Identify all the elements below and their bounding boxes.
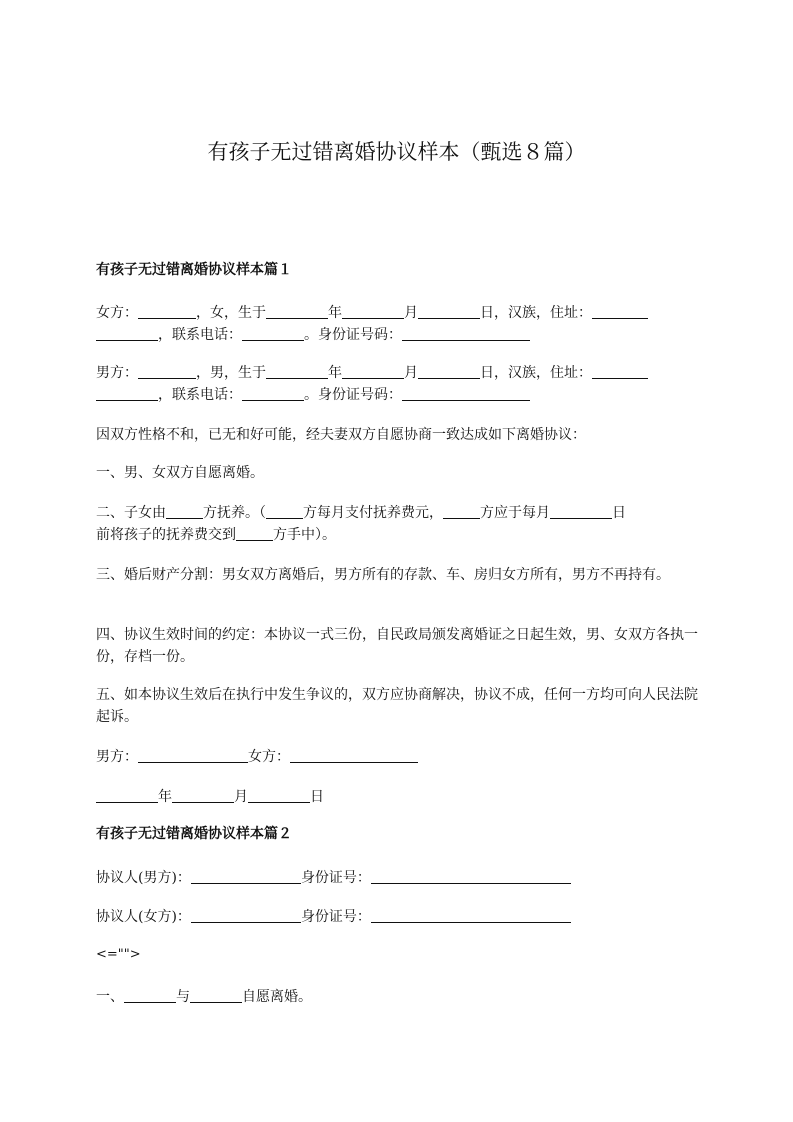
party-2-id-label: 身份证号：	[300, 909, 371, 925]
month-blank	[342, 364, 404, 379]
payer-blank	[266, 504, 303, 519]
recipient-blank	[236, 526, 273, 541]
phone-text: ，联系电话：	[158, 327, 242, 343]
payer-blank-2	[443, 504, 480, 519]
sign-female-label: 女方：	[248, 749, 290, 765]
date-year-blank	[96, 788, 158, 803]
clause-2-text-f: 前将孩子的抚养费交到	[96, 527, 236, 543]
sign-male-label: 男方：	[96, 749, 138, 765]
clause-2-text-d: 方应于每月	[480, 505, 550, 521]
party-2-name-blank	[191, 908, 301, 923]
pay-day-blank	[550, 504, 612, 519]
document-title: 有孩子无过错离婚协议样本（甄选８篇）	[207, 140, 586, 164]
address-blank-cont	[96, 386, 158, 401]
male-signature-blank	[138, 748, 248, 763]
stray-markup-text: <="">	[96, 947, 141, 962]
clause-2-text-b: 方抚养。（	[203, 505, 266, 521]
address-blank-cont	[96, 326, 158, 341]
party-1-name-blank	[191, 869, 301, 884]
date-day-blank	[248, 788, 310, 803]
party-1-label: 协议人(男方)：	[96, 870, 191, 886]
clause-2	[96, 502, 699, 546]
phone-blank	[242, 386, 304, 401]
date-day-text: 日	[310, 789, 324, 805]
clause-3: 三、婚后财产分割：男女双方离婚后，男方所有的存款、车、房归女方所有，男方不再持有。	[96, 567, 670, 583]
clause-2-text-e: 日	[612, 505, 626, 521]
address-blank	[592, 364, 648, 379]
day-blank	[418, 364, 480, 379]
year-text: 年	[328, 365, 342, 381]
phone-blank	[242, 326, 304, 341]
s2-party-b-blank	[190, 988, 242, 1003]
s2-clause-1-text-a: 一、	[96, 989, 124, 1005]
id-blank	[402, 326, 530, 341]
intro-paragraph: 因双方性格不和，已无和好可能，经夫妻双方自愿协商一致达成如下离婚协议：	[96, 427, 586, 443]
date-month-blank	[172, 788, 234, 803]
male-label: 男方：	[96, 365, 138, 381]
female-sex-text: ，女，生于	[196, 305, 266, 321]
address-blank	[592, 304, 648, 319]
male-sex-text: ，男，生于	[196, 365, 266, 381]
date-year-text: 年	[158, 789, 172, 805]
name-blank	[138, 364, 196, 379]
signature-date	[96, 786, 699, 808]
id-blank	[402, 386, 530, 401]
party-2-line	[96, 906, 699, 928]
year-blank	[266, 304, 328, 319]
month-blank	[342, 304, 404, 319]
section-1-heading: 有孩子无过错离婚协议样本篇１	[96, 262, 292, 278]
year-text: 年	[328, 305, 342, 321]
signature-line	[96, 746, 699, 768]
clause-2-text-g: 方手中）。	[273, 527, 336, 543]
id-text: 。身份证号码：	[304, 327, 402, 343]
clause-1: 一、男、女双方自愿离婚。	[96, 465, 264, 481]
s2-party-a-blank	[124, 988, 176, 1003]
day-ethnic-text: 日，汉族，住址：	[480, 365, 592, 381]
phone-text: ，联系电话：	[158, 387, 242, 403]
female-label: 女方：	[96, 305, 138, 321]
month-text: 月	[404, 305, 418, 321]
party-1-id-blank	[371, 869, 571, 884]
custody-blank	[166, 504, 203, 519]
party-2-label: 协议人(女方)：	[96, 909, 191, 925]
day-ethnic-text: 日，汉族，住址：	[480, 305, 592, 321]
section-2-clause-1	[96, 986, 699, 1008]
party-1-line	[96, 867, 699, 889]
clause-2-text-a: 二、子女由	[96, 505, 166, 521]
party-1-id-label: 身份证号：	[300, 870, 371, 886]
month-text: 月	[404, 365, 418, 381]
clause-5: 五、如本协议生效后在执行中发生争议的，双方应协商解决，协议不成，任何一方均可向人民法院起诉。	[96, 687, 698, 725]
s2-clause-1-text-b: 与	[176, 989, 190, 1005]
date-month-text: 月	[234, 789, 248, 805]
day-blank	[418, 304, 480, 319]
clause-4: 四、协议生效时间的约定：本协议一式三份，自民政局颁发离婚证之日起生效，男、女双方各执一份，存档一份。	[96, 627, 698, 665]
male-party-paragraph	[96, 362, 699, 406]
s2-clause-1-text-c: 自愿离婚。	[242, 989, 312, 1005]
party-2-id-blank	[371, 908, 571, 923]
section-2-heading: 有孩子无过错离婚协议样本篇２	[96, 826, 292, 842]
female-signature-blank	[290, 748, 418, 763]
female-party-paragraph	[96, 302, 699, 346]
id-text: 。身份证号码：	[304, 387, 402, 403]
name-blank	[138, 304, 196, 319]
year-blank	[266, 364, 328, 379]
clause-2-text-c: 方每月支付抚养费元，	[303, 505, 443, 521]
